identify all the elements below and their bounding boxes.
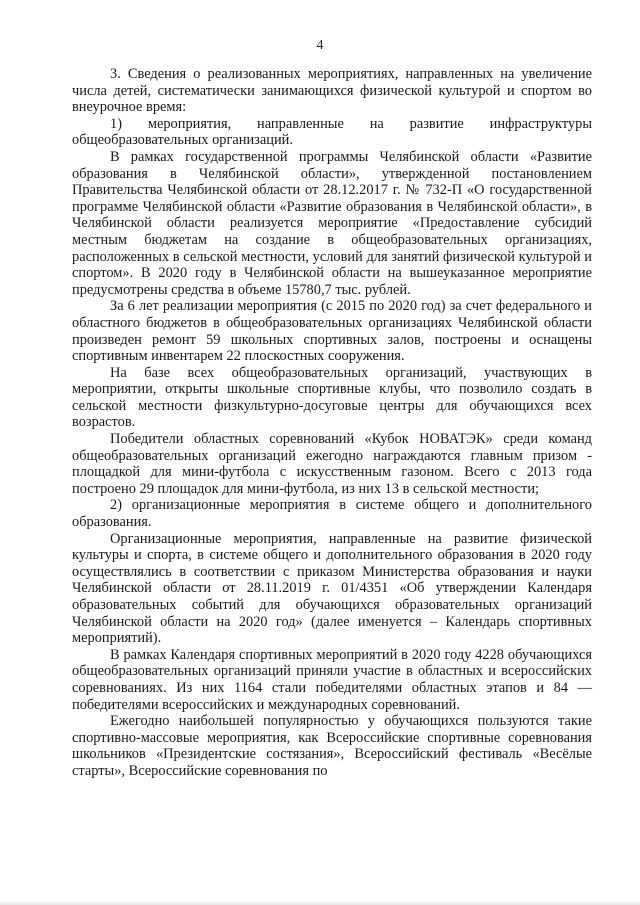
paragraph-novatek-cup: Победители областных соревнований «Кубок НОВАТЭК» среди команд общеобразовательных организаций ежегодно награждаются главным призом - площадкой для мини-футбола с искусственным газоном. Всего с 2013 года построено 29 площадок для мини-футбола, из них 13 в сельской местности;: [72, 431, 592, 497]
paragraph-organizational-item: 2) организационные мероприятия в системе общего и дополнительного образования.: [72, 497, 592, 531]
paragraph-popular-events: Ежегодно наибольшей популярностью у обучающихся пользуются такие спортивно-массовые мероприятия, как Всероссийские спортивные соревнования школьников «Президентские состязания», Всероссийский фестиваль «Весёлые старты», Всероссийские соревнования по: [72, 713, 592, 779]
paragraph-infrastructure-item: 1) мероприятия, направленные на развитие инфраструктуры общеобразовательных организаций.: [72, 115, 592, 149]
paragraph-sports-clubs: На базе всех общеобразовательных организаций, участвующих в мероприятии, открыты школьные спортивные клубы, что позволило создать в сельской местности физкультурно-досуговые центры для обучающихся всех возрастов.: [72, 364, 592, 431]
document-body: [72, 66, 592, 780]
paragraph-organizational-measures: Организационные мероприятия, направленные на развитие физической культуры и спорта, в системе общего и дополнительного образования в 2020 году осуществлялись в соответствии с приказом Министерства образования и науки Челябинской области от 28.11.2019 г. 01/4351 «Об утверждении Календаря образовательных событий для обучающихся образовательных организаций Челябинской области на 2020 год» (далее именуется – Календарь спортивных мероприятий).: [72, 530, 592, 647]
paragraph-six-years: За 6 лет реализации мероприятия (с 2015 по 2020 год) за счет федерального и областного бюджетов в общеобразовательных организациях Челябинской области произведен ремонт 59 школьных спортивных залов, построены и оснащены спортивным инвентарем 22 плоскостных сооружения.: [72, 298, 592, 365]
paragraph-section-3-heading: 3. Сведения о реализованных мероприятиях, направленных на увеличение числа детей, систематически занимающихся физической культурой и спортом во внеурочное время:: [72, 66, 592, 116]
page-bottom-edge: [0, 901, 640, 905]
page-number: 4: [316, 38, 324, 53]
paragraph-calendar-results: В рамках Календаря спортивных мероприятий в 2020 году 4228 обучающихся общеобразовательных организаций приняли участие в областных и всероссийских соревнованиях. Из них 1164 стали победителями областных этапов и 84 — победителями всероссийских и международных соревнований.: [72, 646, 592, 713]
paragraph-state-program: В рамках государственной программы Челябинской области «Развитие образования в Челябинской области», утвержденной постановлением Правительства Челябинской области от 28.12.2017 г. № 732-П «О государственной программе Челябинской области «Развитие образования в Челябинской области», в Челябинской области реализуется мероприятие «Предоставление субсидий местным бюджетам на создание в общеобразовательных организациях, расположенных в сельской местности, условий для занятий физической культурой и спортом». В 2020 году в Челябинской области на вышеуказанное мероприятие предусмотрены средства в объеме 15780,7 тыс. рублей.: [72, 148, 592, 298]
